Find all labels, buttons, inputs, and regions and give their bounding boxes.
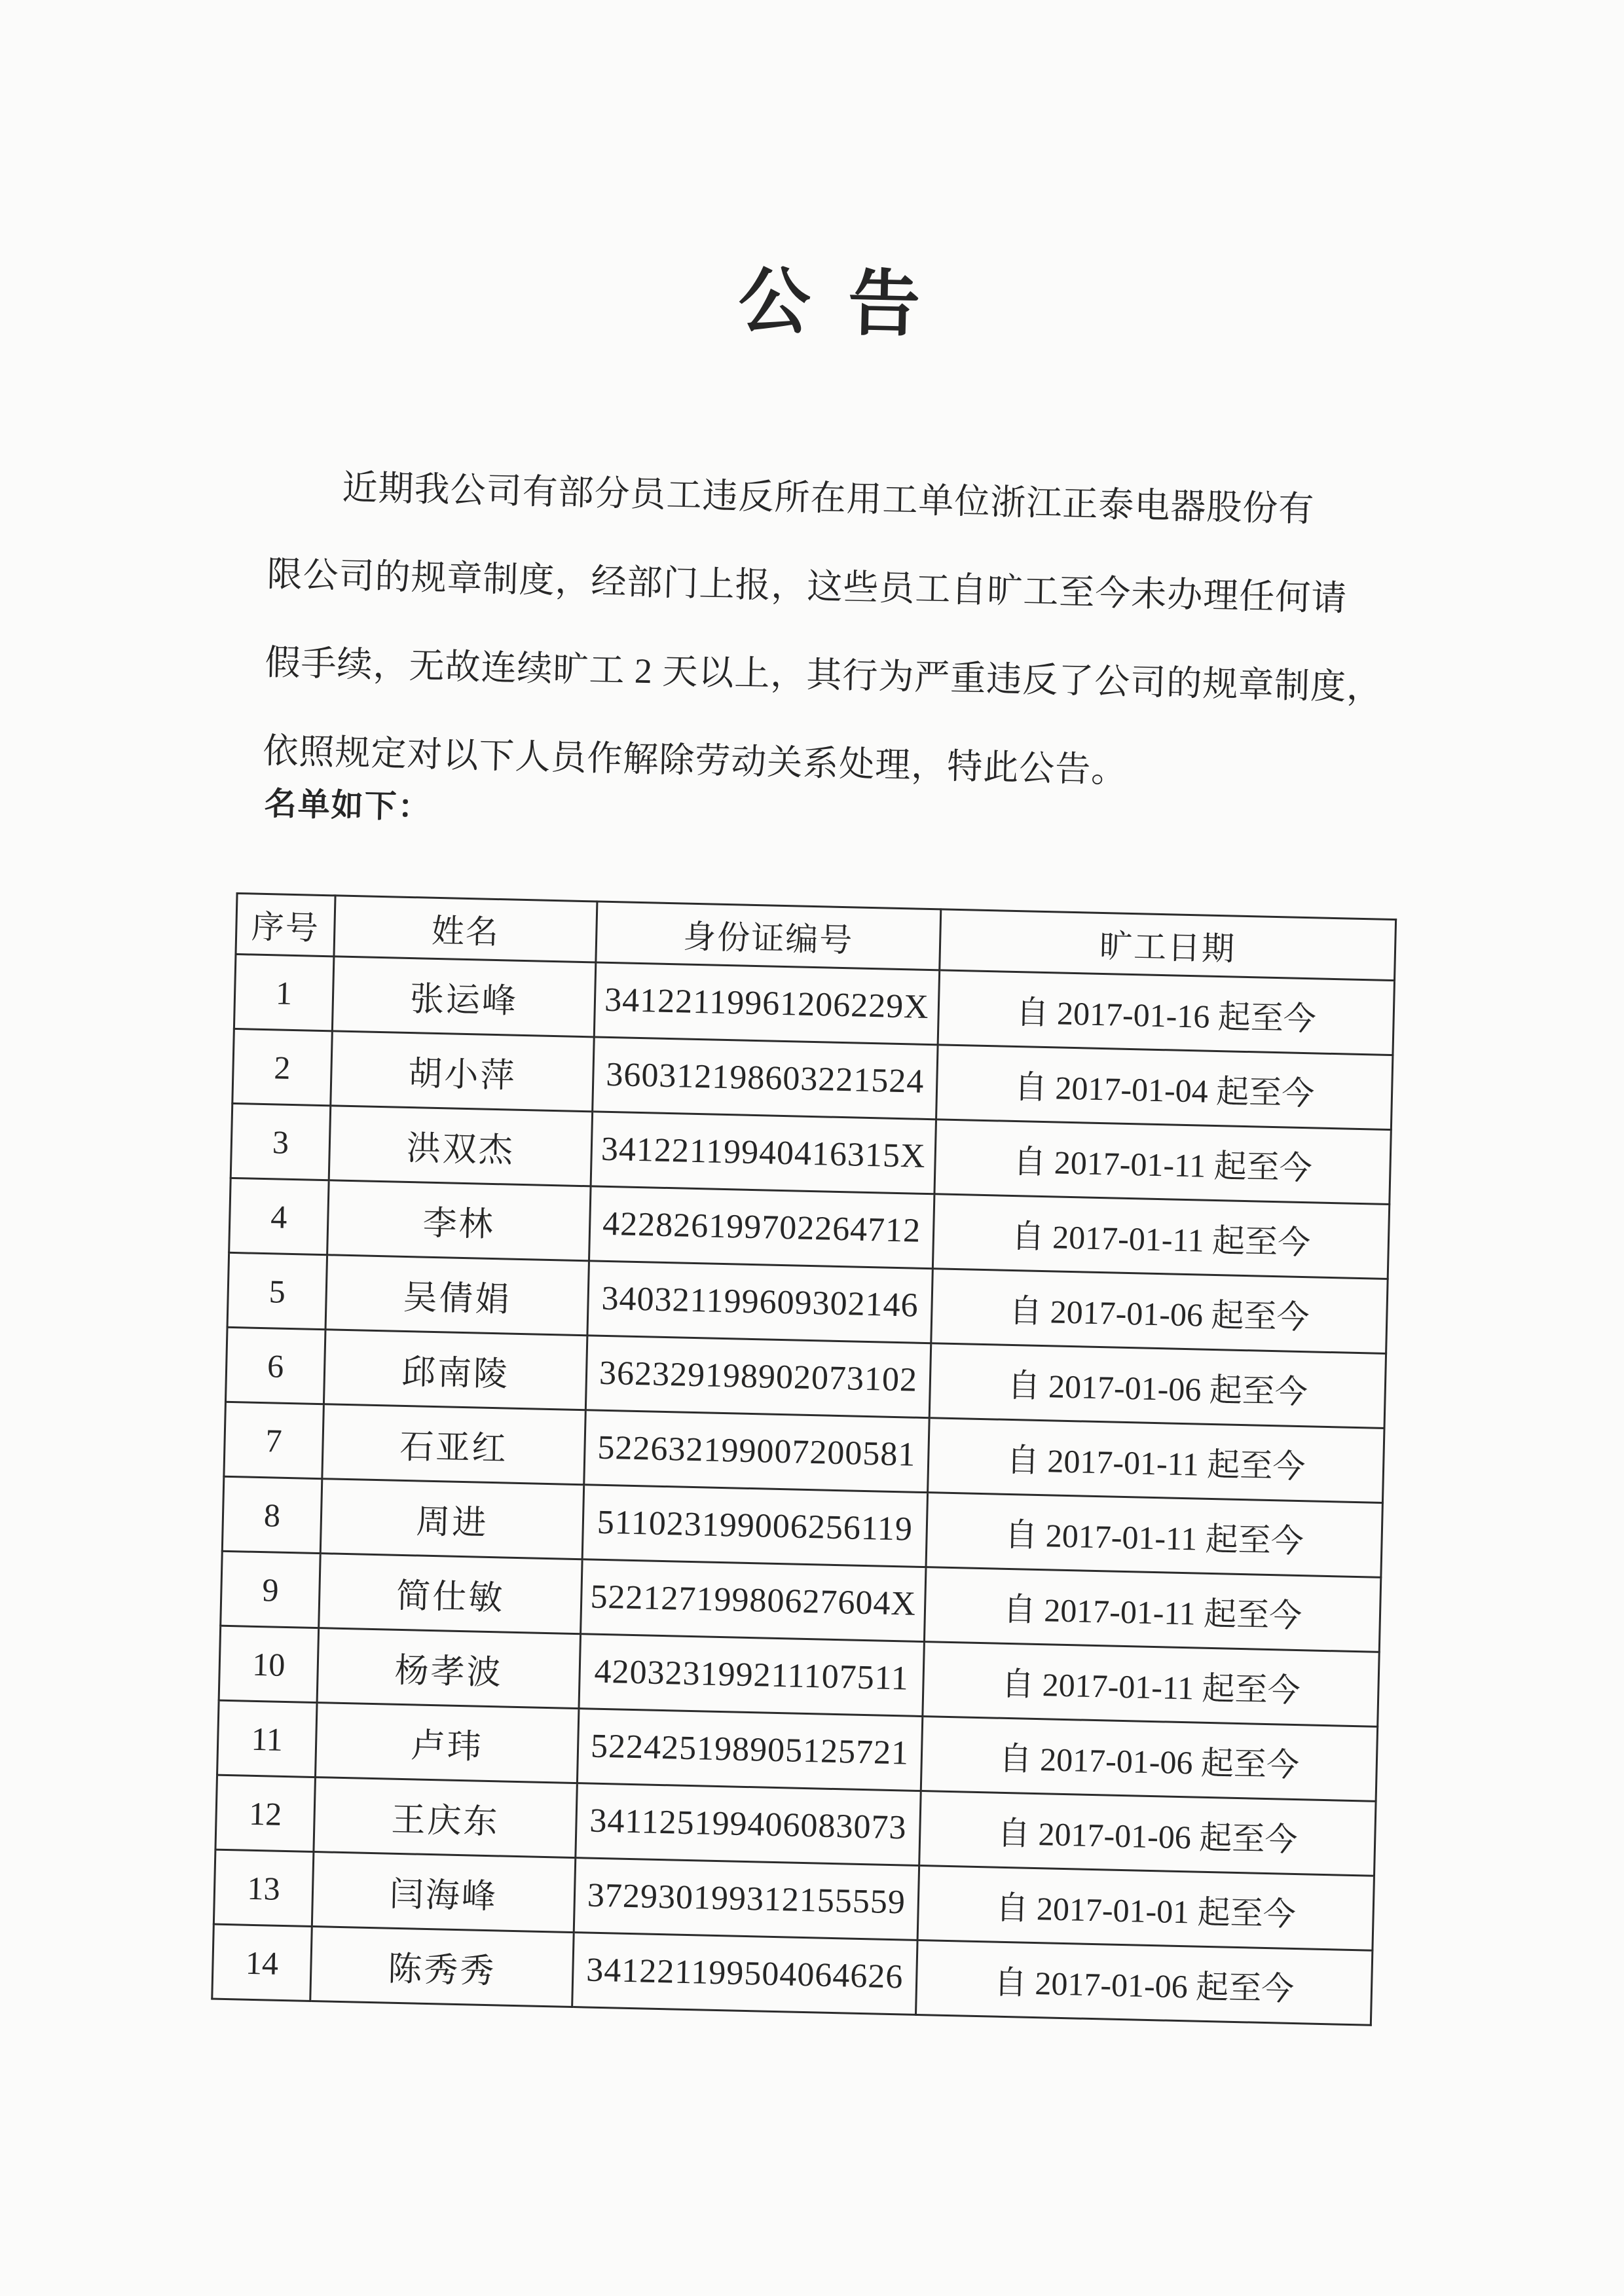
cell-index: 4 (229, 1178, 329, 1254)
cell-index: 12 (215, 1775, 316, 1851)
cell-id-number: 522632199007200581 (584, 1410, 929, 1493)
cell-name: 张运峰 (332, 957, 595, 1037)
cell-absence-date: 自 2017-01-16 起至今 (938, 970, 1394, 1055)
cell-name: 杨孝波 (317, 1628, 580, 1709)
cell-id-number: 422826199702264712 (589, 1186, 934, 1269)
absence-table-body (212, 954, 1395, 2025)
cell-index: 1 (234, 954, 334, 1030)
cell-absence-date: 自 2017-01-11 起至今 (926, 1493, 1382, 1578)
cell-id-number: 340321199609302146 (587, 1261, 932, 1343)
column-header-index: 序号 (236, 893, 335, 956)
cell-index: 14 (212, 1924, 312, 2001)
cell-id-number: 420323199211107511 (579, 1634, 924, 1717)
cell-index: 8 (222, 1476, 322, 1553)
cell-index: 9 (221, 1551, 321, 1628)
cell-id-number: 34122119940416315X (591, 1112, 936, 1194)
cell-name: 胡小萍 (331, 1031, 594, 1112)
body-line: 近期我公司有部分员工违反所在用工单位浙江正泰电器股份有 (342, 467, 1315, 530)
cell-name: 李林 (327, 1180, 591, 1261)
cell-name: 王庆东 (314, 1777, 577, 1858)
body-line: 限公司的规章制度，经部门上报，这些员工自旷工至今未办理任何请 (266, 554, 1348, 619)
list-intro: 名单如下： (264, 786, 432, 826)
cell-id-number: 362329198902073102 (585, 1336, 931, 1418)
cell-index: 5 (227, 1252, 327, 1329)
cell-absence-date: 自 2017-01-11 起至今 (923, 1642, 1379, 1727)
cell-index: 2 (232, 1029, 333, 1105)
cell-absence-date: 自 2017-01-11 起至今 (934, 1120, 1391, 1205)
cell-name: 洪双杰 (329, 1106, 592, 1186)
cell-id-number: 511023199006256119 (582, 1485, 927, 1567)
cell-name: 简仕敏 (319, 1554, 582, 1634)
cell-index: 10 (219, 1626, 319, 1702)
cell-index: 13 (213, 1850, 314, 1926)
cell-name: 石亚红 (322, 1404, 585, 1485)
cell-absence-date: 自 2017-01-06 起至今 (915, 1940, 1372, 2025)
cell-id-number: 522425198905125721 (577, 1709, 922, 1791)
cell-absence-date: 自 2017-01-06 起至今 (931, 1269, 1388, 1354)
page-title: 公 告 (737, 261, 925, 346)
cell-index: 6 (225, 1327, 325, 1404)
absence-table (211, 892, 1397, 2026)
cell-name: 卢玮 (315, 1703, 578, 1783)
cell-name: 邱南陵 (323, 1330, 587, 1410)
cell-absence-date: 自 2017-01-11 起至今 (924, 1567, 1380, 1652)
announcement-body (262, 442, 1403, 821)
cell-index: 11 (217, 1700, 318, 1777)
column-header-id-number: 身份证编号 (596, 902, 941, 970)
cell-absence-date: 自 2017-01-04 起至今 (936, 1045, 1393, 1130)
cell-id-number: 341125199406083073 (576, 1783, 921, 1866)
cell-id-number: 34122119961206229X (594, 962, 939, 1045)
cell-name: 闫海峰 (312, 1852, 575, 1933)
cell-index: 3 (231, 1103, 331, 1180)
cell-absence-date: 自 2017-01-01 起至今 (917, 1865, 1374, 1950)
cell-absence-date: 自 2017-01-11 起至今 (932, 1194, 1389, 1279)
cell-absence-date: 自 2017-01-06 起至今 (929, 1343, 1386, 1429)
cell-name: 吴倩娟 (325, 1255, 589, 1336)
body-line: 假手续，无故连续旷工 2 天以上，其行为严重违反了公司的规章制度， (264, 642, 1383, 708)
cell-id-number: 360312198603221524 (593, 1037, 938, 1120)
cell-index: 7 (224, 1402, 324, 1478)
column-header-name: 姓名 (334, 896, 597, 962)
cell-id-number: 52212719980627604X (581, 1559, 926, 1642)
cell-absence-date: 自 2017-01-11 起至今 (928, 1418, 1384, 1503)
cell-id-number: 341221199504064626 (572, 1933, 917, 2015)
body-line: 依照规定对以下人员作解除劳动关系处理，特此公告。 (262, 731, 1128, 790)
cell-id-number: 372930199312155559 (574, 1858, 919, 1941)
cell-name: 周进 (320, 1479, 583, 1559)
cell-absence-date: 自 2017-01-06 起至今 (919, 1791, 1376, 1876)
cell-absence-date: 自 2017-01-06 起至今 (921, 1717, 1377, 1802)
column-header-absence-date: 旷工日期 (940, 909, 1396, 981)
cell-name: 陈秀秀 (310, 1926, 574, 2007)
